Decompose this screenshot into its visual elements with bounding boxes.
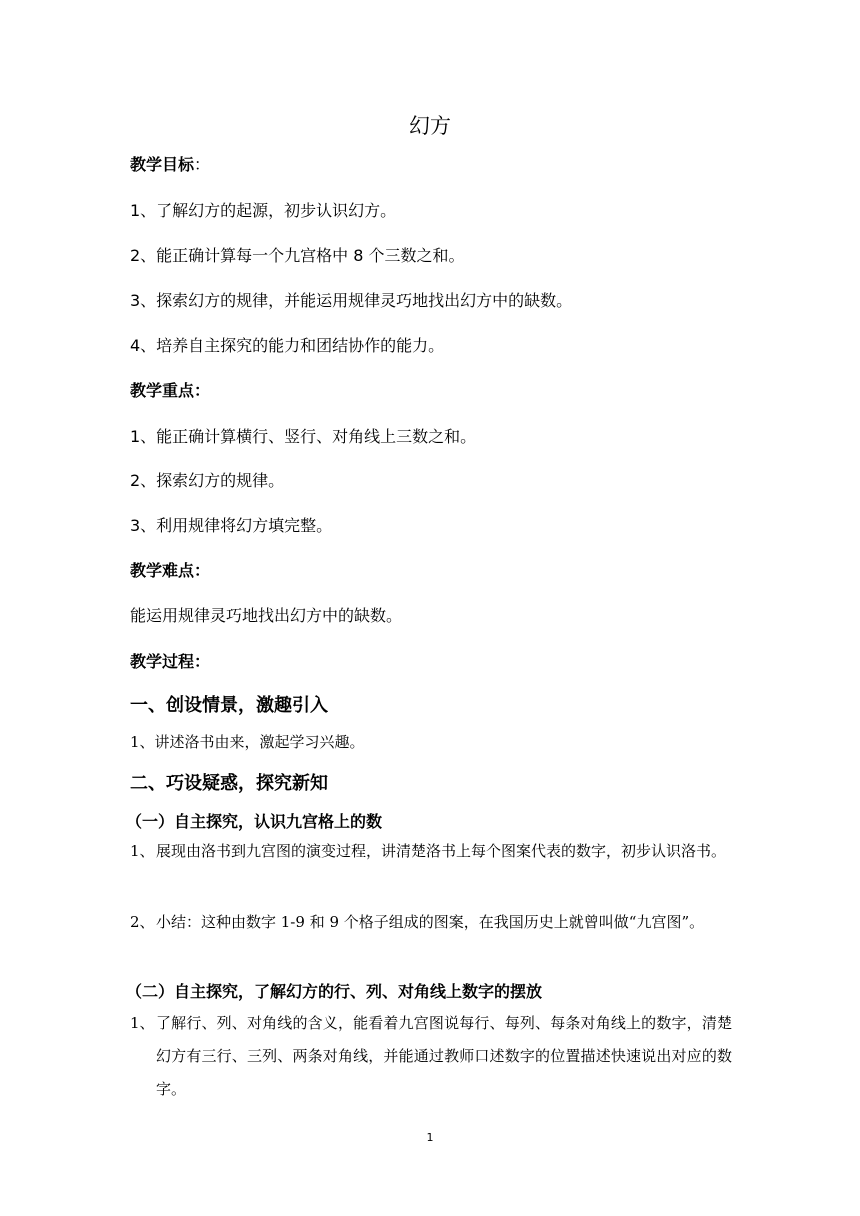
difficulties-label: 教学难点： xyxy=(130,561,211,580)
section1-heading: 一、创设情景，激趣引入 xyxy=(130,695,328,716)
subsection2-heading: （二）自主探究，了解幻方的行、列、对角线上数字的摆放 xyxy=(126,982,543,1001)
key-point-item-1: 1、能正确计算横行、竖行、对角线上三数之和。 xyxy=(130,427,477,446)
objective-item-3: 3、探索幻方的规律，并能运用规律灵巧地找出幻方中的缺数。 xyxy=(130,291,573,310)
key-points-label: 教学重点： xyxy=(130,381,211,400)
objective-item-2: 2、能正确计算每一个九宫格中 8 个三数之和。 xyxy=(130,246,465,265)
subsection1-item-2-number: 2、 xyxy=(130,913,155,931)
subsection2-item-1-number: 1、 xyxy=(130,1014,155,1032)
subsection1-heading: （一）自主探究，认识九宫格上的数 xyxy=(126,812,383,831)
objective-item-1: 1、了解幻方的起源，初步认识幻方。 xyxy=(130,201,397,220)
subsection2-item-1-text: 了解行、列、对角线的含义，能看着九宫图说每行、每列、每条对角线上的数字，清楚幻方有三行、三列、两条对角线，并能通过教师口述数字的位置描述快速说出对应的数字。 xyxy=(156,1014,732,1098)
objective-item-4: 4、培养自主探究的能力和团结协作的能力。 xyxy=(130,336,445,355)
subsection1-item-2 xyxy=(130,906,732,939)
document-title: 幻方 xyxy=(409,114,451,138)
objectives-label-text: 教学目标 xyxy=(130,155,195,174)
section2-heading: 二、巧设疑惑，探究新知 xyxy=(130,773,328,794)
page-number: 1 xyxy=(426,1131,434,1144)
section1-item-1: 1、讲述洛书由来，激起学习兴趣。 xyxy=(130,733,365,751)
objectives-label xyxy=(130,152,210,175)
subsection1-item-1 xyxy=(130,835,732,868)
difficulties-text: 能运用规律灵巧地找出幻方中的缺数。 xyxy=(130,606,403,625)
subsection1-item-2-text: 小结：这种由数字 1-9 和 9 个格子组成的图案，在我国历史上就曾叫做“九宫图”。 xyxy=(156,913,705,931)
objectives-label-colon: ： xyxy=(194,155,211,174)
key-point-item-3: 3、利用规律将幻方填完整。 xyxy=(130,516,333,535)
subsection2-item-1 xyxy=(130,1007,732,1106)
process-label: 教学过程： xyxy=(130,652,211,671)
subsection1-item-1-text: 展现由洛书到九宫图的演变过程，讲清楚洛书上每个图案代表的数字，初步认识洛书。 xyxy=(156,842,727,860)
subsection1-item-1-number: 1、 xyxy=(130,842,155,860)
key-point-item-2: 2、探索幻方的规律。 xyxy=(130,471,285,490)
